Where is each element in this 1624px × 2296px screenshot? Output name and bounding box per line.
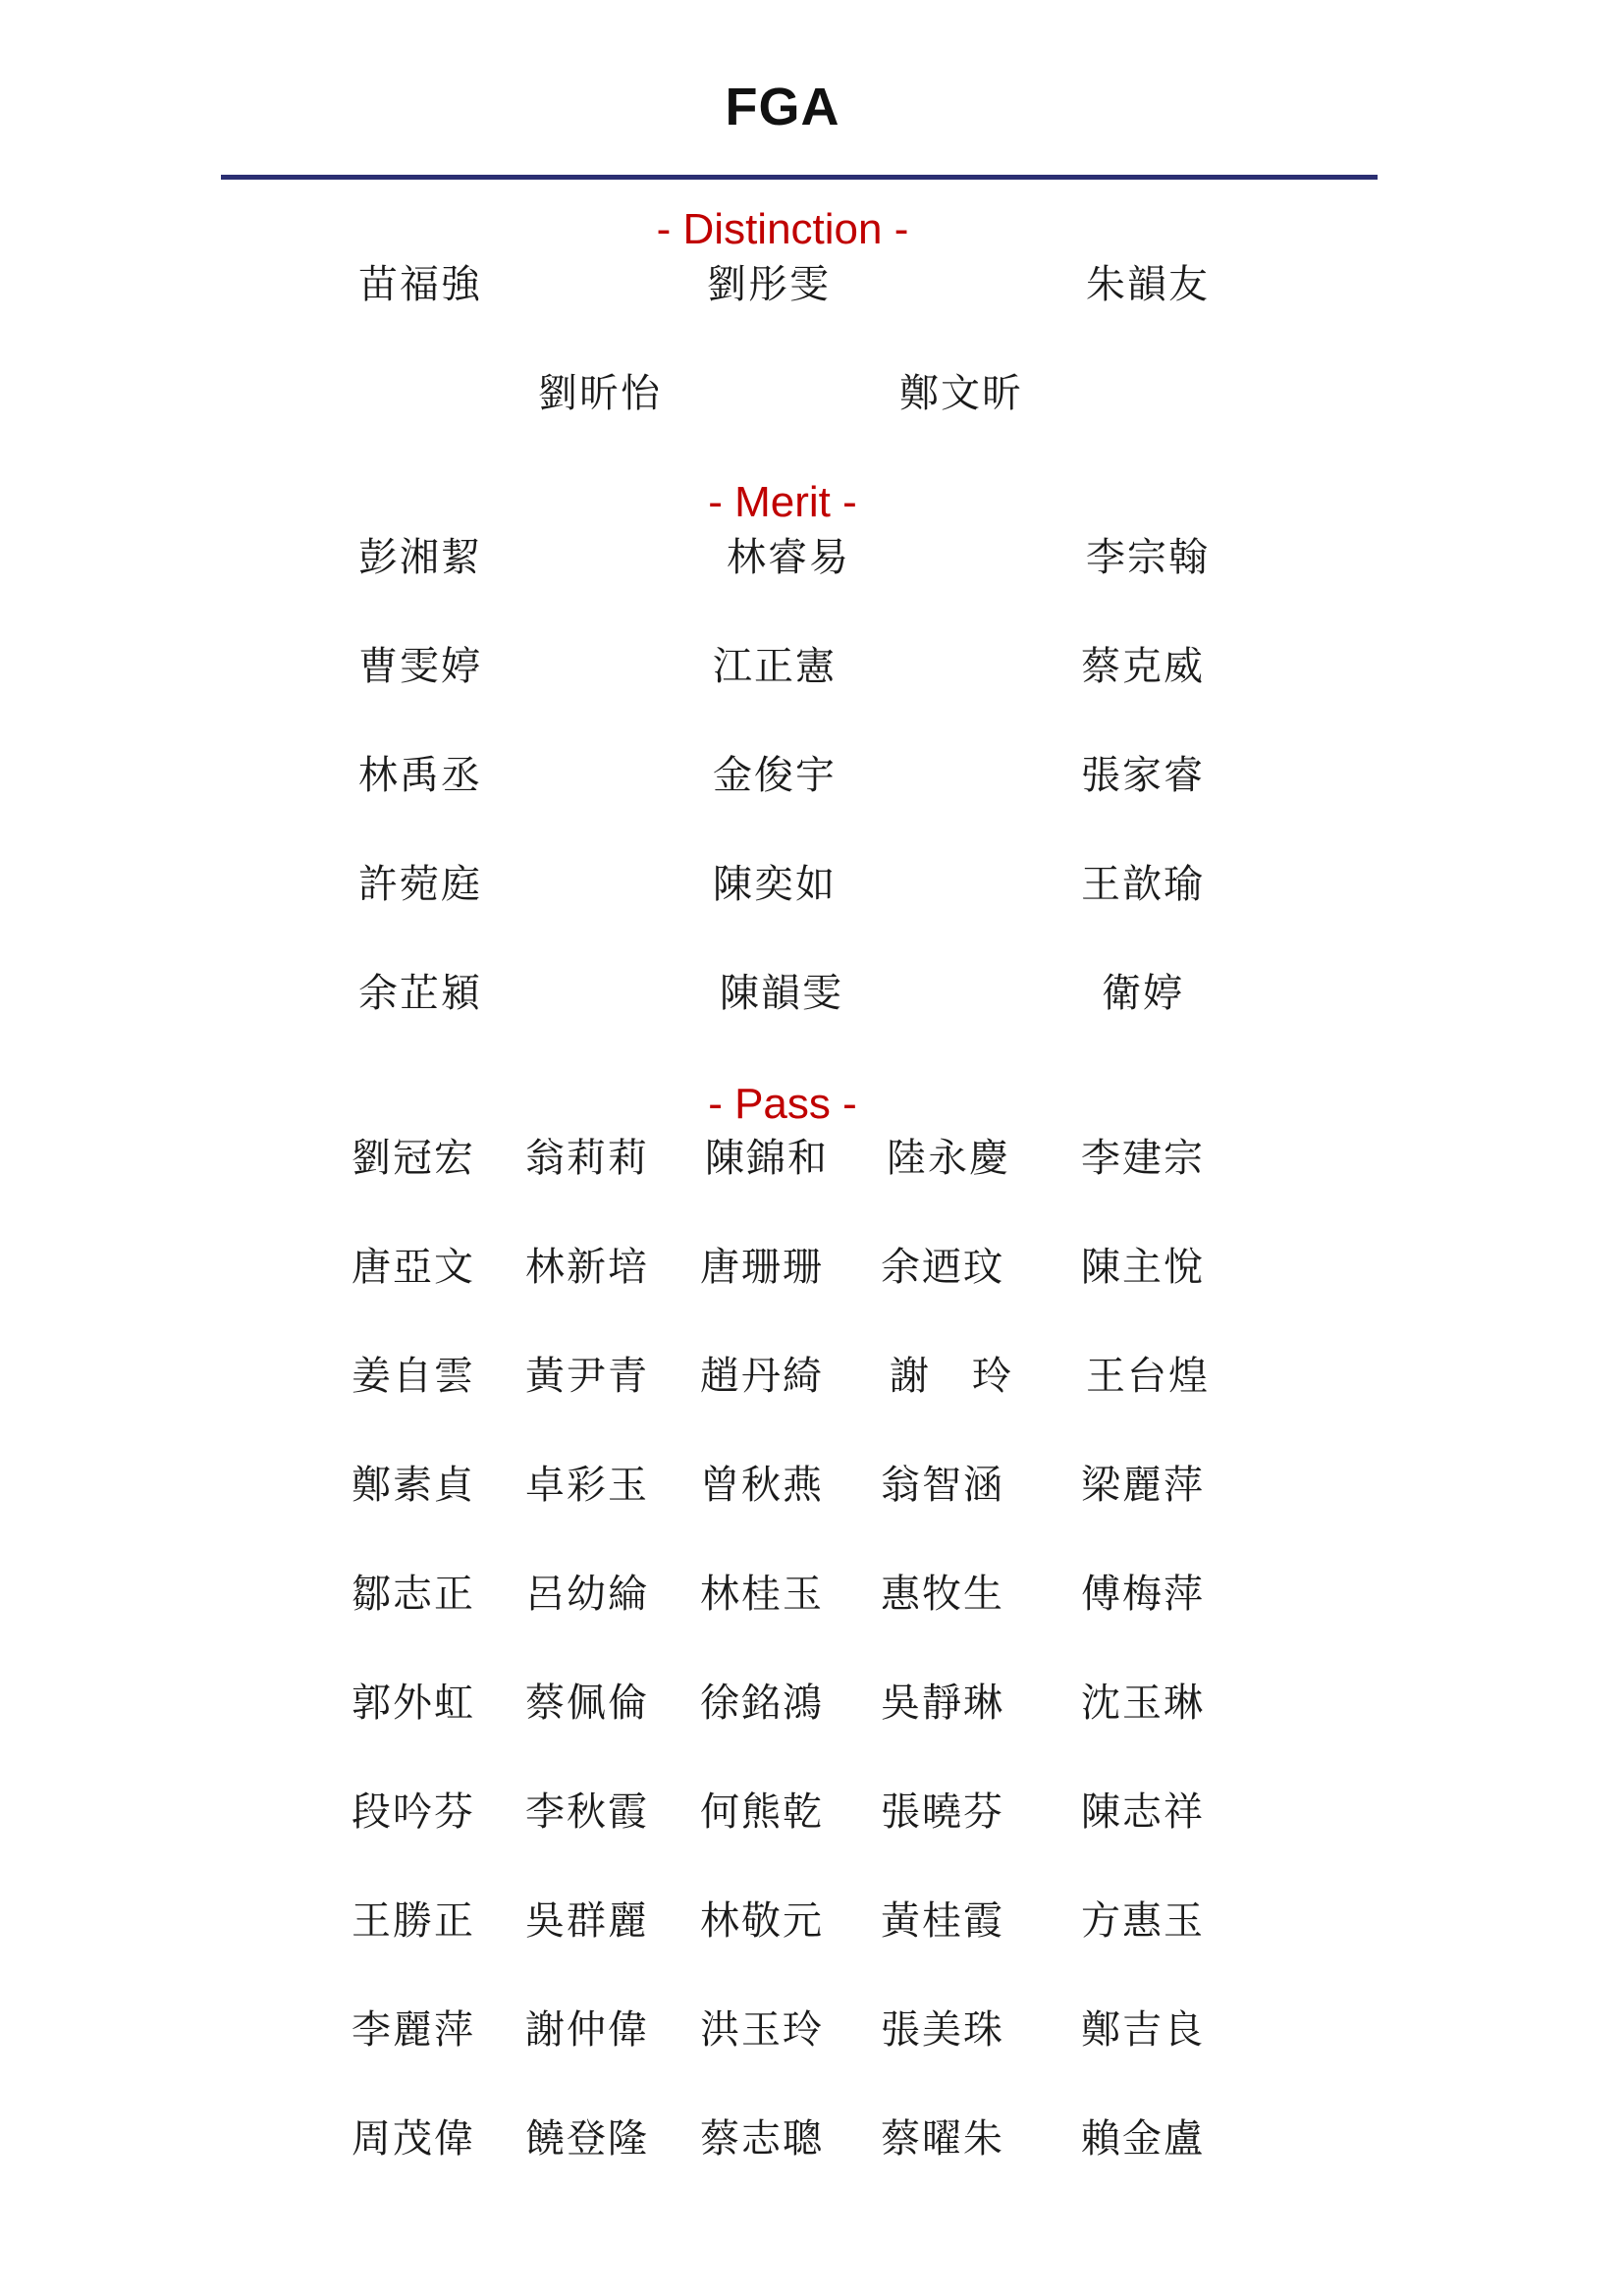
merit-name: 彭湘絜 bbox=[358, 535, 482, 580]
pass-name: 李麗萍 bbox=[352, 2007, 475, 2053]
distinction-name: 苗福強 bbox=[358, 262, 482, 307]
distinction-name: 鄭文昕 bbox=[899, 371, 1023, 416]
pass-name: 林新培 bbox=[525, 1245, 649, 1290]
pass-name: 張美珠 bbox=[881, 2007, 1004, 2053]
pass-name: 饒登隆 bbox=[525, 2116, 649, 2162]
pass-name: 周茂偉 bbox=[352, 2116, 475, 2162]
distinction-name: 劉彤雯 bbox=[707, 262, 831, 307]
pass-name: 翁莉莉 bbox=[525, 1136, 649, 1181]
pass-name: 翁智涵 bbox=[881, 1463, 1004, 1508]
distinction-heading: - Distinction - bbox=[656, 205, 909, 253]
pass-name: 鄒志正 bbox=[352, 1572, 475, 1617]
pass-name: 吳靜琳 bbox=[881, 1681, 1004, 1726]
merit-name: 余芷潁 bbox=[358, 971, 482, 1016]
pass-name: 沈玉琳 bbox=[1081, 1681, 1205, 1726]
pass-name: 林桂玉 bbox=[700, 1572, 824, 1617]
pass-name: 王台煌 bbox=[1086, 1354, 1210, 1399]
pass-name: 王勝正 bbox=[352, 1898, 475, 1944]
merit-name: 蔡克威 bbox=[1081, 644, 1205, 689]
pass-name: 鄭吉良 bbox=[1081, 2007, 1205, 2053]
pass-name: 趙丹綺 bbox=[700, 1354, 824, 1399]
merit-name: 林禹丞 bbox=[358, 753, 482, 798]
pass-name: 唐亞文 bbox=[352, 1245, 475, 1290]
pass-name: 姜自雲 bbox=[352, 1354, 475, 1399]
merit-name: 江正憲 bbox=[713, 644, 837, 689]
merit-name: 衛婷 bbox=[1102, 971, 1184, 1016]
pass-name: 陳主悅 bbox=[1081, 1245, 1205, 1290]
merit-name: 陳奕如 bbox=[713, 862, 837, 907]
pass-name: 謝 玲 bbox=[890, 1354, 1013, 1399]
pass-name: 傅梅萍 bbox=[1081, 1572, 1205, 1617]
pass-name: 鄭素貞 bbox=[352, 1463, 475, 1508]
pass-name: 謝仲偉 bbox=[525, 2007, 649, 2053]
pass-name: 段吟芬 bbox=[352, 1789, 475, 1835]
pass-name: 黃桂霞 bbox=[881, 1898, 1004, 1944]
pass-name: 張曉芬 bbox=[881, 1789, 1004, 1835]
merit-name: 金俊宇 bbox=[713, 753, 837, 798]
pass-name: 陸永慶 bbox=[887, 1136, 1010, 1181]
pass-name: 吳群麗 bbox=[525, 1898, 649, 1944]
pass-name: 陳志祥 bbox=[1081, 1789, 1205, 1835]
pass-name: 何熊乾 bbox=[700, 1789, 824, 1835]
pass-name: 蔡佩倫 bbox=[525, 1681, 649, 1726]
pass-name: 余迺玟 bbox=[881, 1245, 1004, 1290]
pass-name: 郭外虹 bbox=[352, 1681, 475, 1726]
page-title: FGA bbox=[725, 78, 840, 136]
pass-name: 陳錦和 bbox=[705, 1136, 829, 1181]
pass-name: 呂幼綸 bbox=[525, 1572, 649, 1617]
pass-name: 惠牧生 bbox=[881, 1572, 1004, 1617]
pass-name: 黃尹青 bbox=[525, 1354, 649, 1399]
distinction-name: 劉昕怡 bbox=[538, 371, 662, 416]
pass-name: 蔡曜朱 bbox=[881, 2116, 1004, 2162]
pass-name: 唐珊珊 bbox=[700, 1245, 824, 1290]
title-divider bbox=[221, 175, 1378, 180]
merit-name: 林睿易 bbox=[727, 535, 850, 580]
pass-name: 梁麗萍 bbox=[1081, 1463, 1205, 1508]
pass-name: 方惠玉 bbox=[1081, 1898, 1205, 1944]
merit-name: 張家睿 bbox=[1081, 753, 1205, 798]
merit-heading: - Merit - bbox=[708, 478, 857, 526]
merit-name: 李宗翰 bbox=[1086, 535, 1210, 580]
pass-name: 徐銘鴻 bbox=[700, 1681, 824, 1726]
pass-name: 李建宗 bbox=[1081, 1136, 1205, 1181]
pass-name: 劉冠宏 bbox=[352, 1136, 475, 1181]
merit-name: 許菀庭 bbox=[358, 862, 482, 907]
pass-name: 林敬元 bbox=[700, 1898, 824, 1944]
pass-name: 洪玉玲 bbox=[700, 2007, 824, 2053]
pass-name: 李秋霞 bbox=[525, 1789, 649, 1835]
merit-name: 曹雯婷 bbox=[358, 644, 482, 689]
pass-name: 曾秋燕 bbox=[700, 1463, 824, 1508]
merit-name: 陳韻雯 bbox=[720, 971, 843, 1016]
pass-name: 卓彩玉 bbox=[525, 1463, 649, 1508]
pass-heading: - Pass - bbox=[708, 1080, 857, 1128]
merit-name: 王歆瑜 bbox=[1081, 862, 1205, 907]
pass-name: 賴金盧 bbox=[1081, 2116, 1205, 2162]
pass-name: 蔡志聰 bbox=[700, 2116, 824, 2162]
distinction-name: 朱韻友 bbox=[1086, 262, 1210, 307]
